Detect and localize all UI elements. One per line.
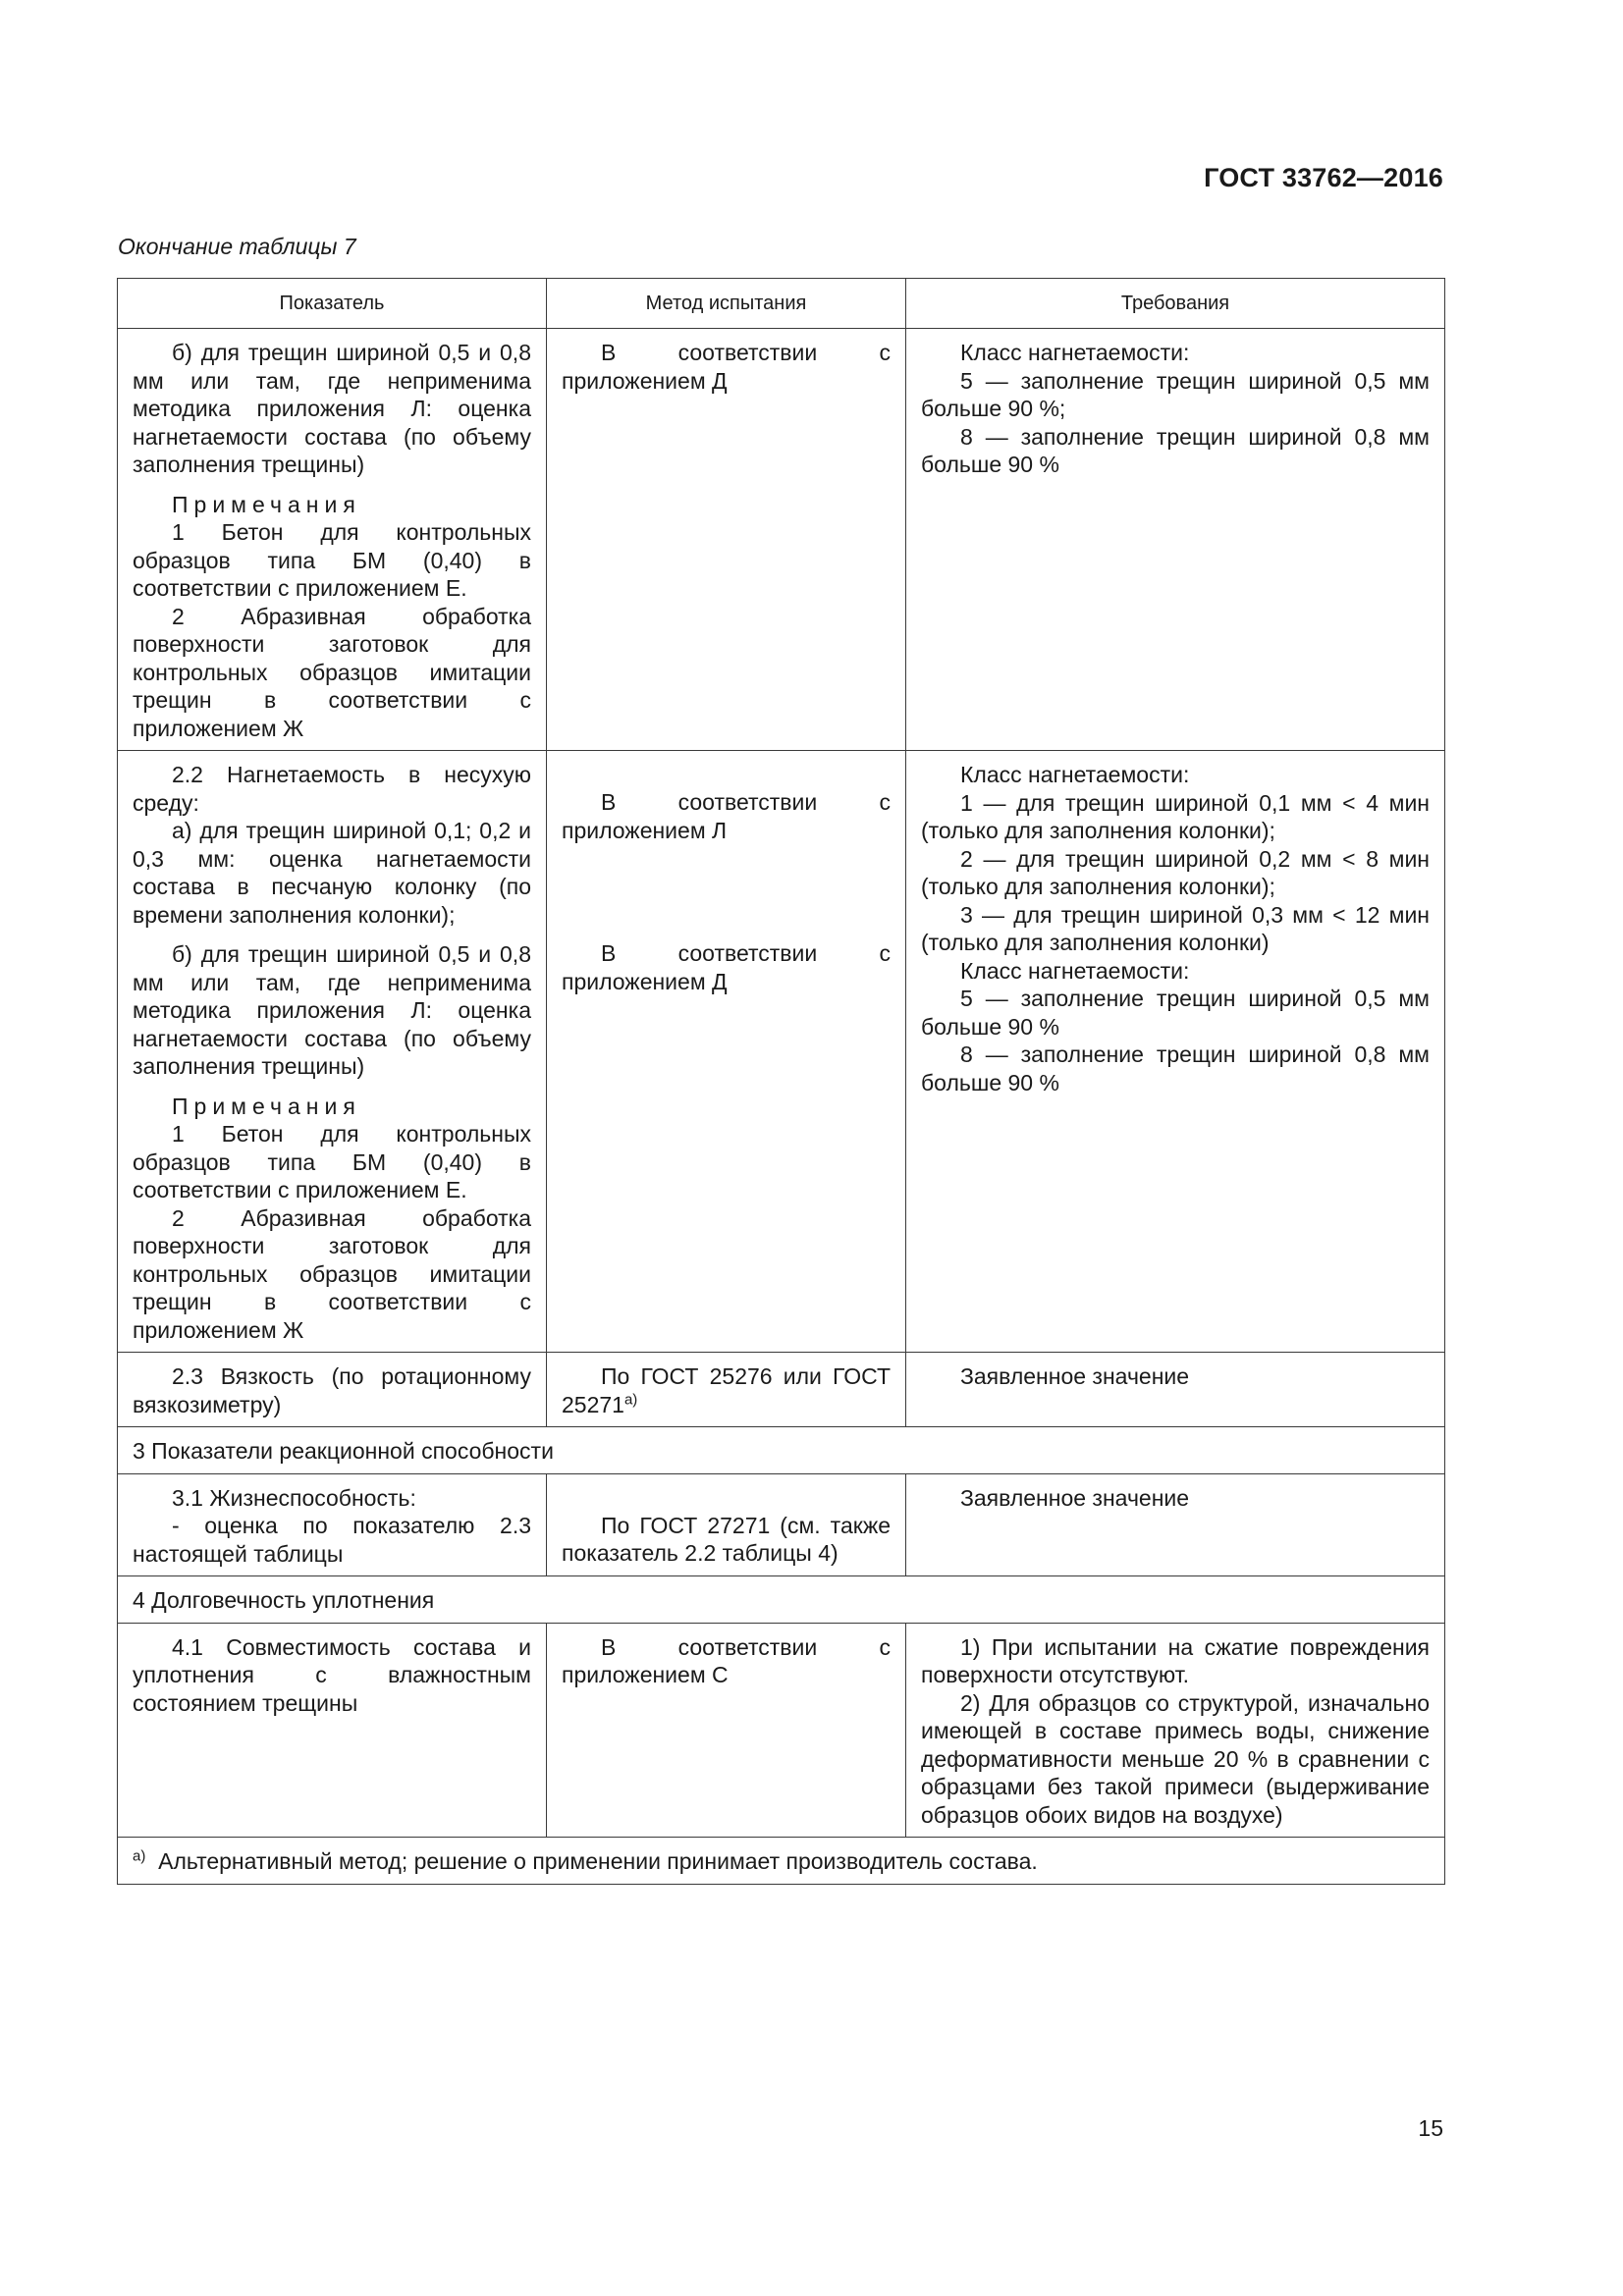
method-text: В соответствии с приложением Д: [562, 340, 891, 394]
indicator-cell: [118, 1353, 547, 1427]
indicator-cell: [118, 1623, 547, 1838]
footnote-text: Альтернативный метод; решение о применении принимает производитель состава.: [158, 1848, 1038, 1874]
note-2: 2 Абразивная обработка поверхности заготовок для контрольных образцов имитации трещин в соответствии с приложением Ж: [133, 1204, 531, 1343]
footnote-cell: [118, 1838, 1445, 1885]
req-text: Заявленное значение: [960, 1484, 1190, 1511]
requirements-cell: [906, 1473, 1445, 1576]
requirements-cell: [906, 329, 1445, 751]
req-item: 5 — заполнение трещин шириной 0,5 мм больше 90 %: [921, 986, 1430, 1040]
req-item: 1) При испытании на сжатие повреждения поверхности отсутствуют.: [921, 1633, 1430, 1687]
method-cell: [547, 1473, 906, 1576]
table-row: [118, 1623, 1445, 1838]
indicator-cell: [118, 329, 547, 751]
method-cell: [547, 329, 906, 751]
indicator-item-b: б) для трещин шириной 0,5 и 0,8 мм или там, где неприменима методика приложения Л: оценка нагнетаемости состава (по объему заполнения трещины): [133, 941, 531, 1079]
table-row: [118, 1473, 1445, 1576]
note-2: 2 Абразивная обработка поверхности заготовок для контрольных образцов имитации трещин в соответствии с приложением Ж: [133, 603, 531, 741]
footnote-mark: а): [133, 1847, 146, 1865]
note-1: 1 Бетон для контрольных образцов типа БМ (0,40) в соответствии с приложением Е.: [133, 519, 531, 601]
indicator-text: б) для трещин шириной 0,5 и 0,8 мм или там, где неприменима методика приложения Л: оценка нагнетаемости состава (по объему заполнения трещины): [133, 340, 531, 477]
req-item: 5 — заполнение трещин шириной 0,5 мм больше 90 %;: [921, 367, 1430, 421]
method-text-main: По ГОСТ 25276 или ГОСТ 25271: [562, 1363, 891, 1417]
req-title: Класс нагнетаемости:: [960, 957, 1190, 984]
req-item: 1 — для трещин шириной 0,1 мм < 4 мин (только для заполнения колонки);: [921, 789, 1430, 843]
section-row: [118, 1576, 1445, 1624]
method-text: По ГОСТ 27271 (см. также показатель 2.2 таблицы 4): [562, 1512, 891, 1566]
section-heading: 4 Долговечность уплотнения: [118, 1576, 1445, 1624]
req-item: 2 — для трещин шириной 0,2 мм < 8 мин (только для заполнения колонки);: [921, 845, 1430, 899]
req-title: Класс нагнетаемости:: [960, 340, 1190, 365]
requirements-table: [117, 278, 1445, 1885]
method-text-a: В соответствии с приложением Л: [562, 789, 891, 843]
table-row: [118, 329, 1445, 751]
indicator-item: - оценка по показателю 2.3 настоящей таблицы: [133, 1513, 531, 1567]
indicator-title: 3.1 Жизнеспособность:: [172, 1484, 416, 1511]
note-1: 1 Бетон для контрольных образцов типа БМ (0,40) в соответствии с приложением Е.: [133, 1121, 531, 1202]
req-item: 8 — заполнение трещин шириной 0,8 мм больше 90 %: [921, 423, 1430, 477]
req-item: 8 — заполнение трещин шириной 0,8 мм больше 90 %: [921, 1041, 1430, 1095]
table-row: [118, 751, 1445, 1353]
requirements-cell: [906, 1623, 1445, 1838]
indicator-item-a: а) для трещин шириной 0,1; 0,2 и 0,3 мм: оценка нагнетаемости состава в песчаную колонку (по времени заполнения колонки);: [133, 818, 531, 928]
indicator-cell: [118, 1473, 547, 1576]
document-code: ГОСТ 33762—2016: [1204, 163, 1443, 192]
req-title: Класс нагнетаемости:: [960, 762, 1190, 787]
indicator-title: 2.2 Нагнетаемость в несухую среду:: [133, 762, 531, 816]
table-row: [118, 1353, 1445, 1427]
page-number: 15: [1418, 2115, 1443, 2141]
requirements-cell: [906, 751, 1445, 1353]
footnote-row: [118, 1838, 1445, 1885]
notes-title: Примечания: [172, 491, 361, 517]
section-heading: 3 Показатели реакционной способности: [118, 1427, 1445, 1474]
table-header-row: [118, 279, 1445, 329]
method-text-b: В соответствии с приложением Д: [562, 940, 891, 994]
footnote-ref: а): [623, 1390, 638, 1408]
method-cell: [547, 1353, 906, 1427]
indicator-text: 4.1 Совместимость состава и уплотнения с влажностным состоянием трещины: [133, 1633, 531, 1716]
section-row: [118, 1427, 1445, 1474]
table-caption: Окончание таблицы 7: [118, 234, 356, 259]
method-text: В соответствии с приложением С: [562, 1633, 891, 1687]
method-text: [562, 1362, 891, 1418]
method-cell: [547, 751, 906, 1353]
column-header-indicator: Показатель: [118, 279, 547, 329]
req-item: 3 — для трещин шириной 0,3 мм < 12 мин (только для заполнения колонки): [921, 901, 1430, 955]
req-item: 2) Для образцов со структурой, изначально имеющей в составе примесь воды, снижение деформативности меньше 20 % в сравнении с образцами без такой примеси (выдерживание образцов обоих видов на воздухе): [921, 1689, 1430, 1828]
indicator-cell: [118, 751, 547, 1353]
column-header-requirements: Требования: [906, 279, 1445, 329]
req-text: Заявленное значение: [960, 1363, 1190, 1389]
notes-title: Примечания: [172, 1093, 361, 1119]
column-header-method: Метод испытания: [547, 279, 906, 329]
indicator-text: 2.3 Вязкость (по ротационному вязкозиметру): [133, 1363, 531, 1417]
requirements-cell: [906, 1353, 1445, 1427]
method-cell: [547, 1623, 906, 1838]
